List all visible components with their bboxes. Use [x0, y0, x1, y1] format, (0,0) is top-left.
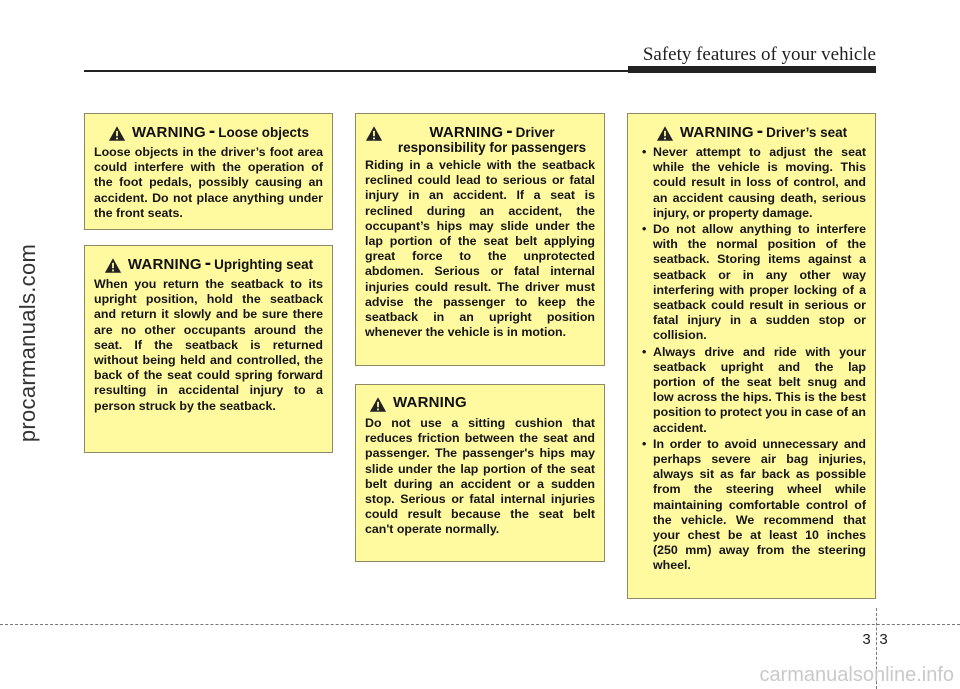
- warning-triangle-icon: [365, 125, 383, 142]
- warning-triangle-icon: [108, 125, 126, 142]
- warning-label: WARNING: [679, 124, 754, 141]
- section-title: Safety features of your vehicle: [642, 44, 876, 65]
- warning-box-drivers-seat: [627, 113, 876, 599]
- warning-triangle-icon: [656, 125, 674, 142]
- warning-subject: Loose objects: [218, 125, 309, 140]
- warning-box-uprighting-seat: [84, 245, 333, 453]
- warning-subject: Driver responsibility for passengers: [397, 125, 587, 155]
- chapter-number: 3: [862, 631, 871, 648]
- footer-rule: [0, 624, 960, 625]
- list-item: • Always drive and ride with your seatback upright and the lap portion of the seat belt snug and low across the hips. This is the best position to protect you in case of an accident.: [637, 345, 866, 436]
- warning-header: WARNING - Loose objects: [94, 124, 323, 142]
- warning-bullet-list: [637, 145, 866, 574]
- warning-triangle-icon: [369, 396, 387, 413]
- warning-body: When you return the seatback to its upright position, hold the seatback and return it slowly and be sure there are no other occupants around the seat. If the seatback is returned without being held and controlled, the back of the seat could spring forward resulting in accidental injury to a person struck by the seatback.: [94, 277, 323, 413]
- warning-header: WARNING - Driver responsibility for passengers: [365, 124, 595, 155]
- warning-body: Do not use a sitting cushion that reduces friction between the seat and passenger. The passenger's hips may slide under the lap portion of the seat belt during an accident or a sudden stop. Serious or fatal internal injuries could result because the seat belt can't operate normally.: [365, 416, 595, 537]
- warning-box-loose-objects: [84, 113, 333, 230]
- side-watermark: procarmanuals.com: [15, 243, 40, 443]
- page-number-value: 3: [879, 631, 888, 648]
- warning-label: WARNING: [393, 394, 467, 411]
- warning-body: Loose objects in the driver’s foot area could interfere with the operation of the foot pedals, possibly causing an accident. Do not place anything under the front seats.: [94, 145, 323, 220]
- list-item: • Do not allow anything to interfere with the normal position of the seatback. Storing items against a seatback or in any other way interfering with proper locking of a seatback could result in serious or fatal injury in a sudden stop or collision.: [637, 222, 866, 344]
- warning-label: WARNING: [127, 256, 202, 273]
- warning-subject: Uprighting seat: [214, 257, 314, 272]
- warning-triangle-icon: [104, 257, 122, 274]
- warning-box-sitting-cushion: [355, 384, 605, 562]
- warning-label: WARNING: [429, 124, 504, 141]
- warning-subject: Driver’s seat: [766, 125, 848, 140]
- warning-body: Riding in a vehicle with the seatback reclined could lead to serious or fatal injury in an accident. If a seat is reclined during an accident, the occupant’s hips may slide under the lap portion of the seat belt applying great force to the unprotected abdomen. Serious or fatal internal injuries could result. The driver must advise the passenger to keep the seatback in an upright position whenever the vehicle is in motion.: [365, 158, 595, 340]
- warning-header: WARNING - Uprighting seat: [94, 256, 323, 274]
- warning-header: WARNING - Driver’s seat: [637, 124, 866, 142]
- page-number: [858, 631, 892, 648]
- header-rule-accent: [628, 66, 876, 73]
- list-item: • In order to avoid unnecessary and perhaps severe air bag injuries, always sit as far back as possible from the steering wheel while maintaining comfortable control of the vehicle. We recommend that your chest be at least 10 inches (250 mm) away from the steering wheel.: [637, 437, 866, 574]
- warning-label: WARNING: [131, 124, 206, 141]
- bottom-watermark: carmanualsonline.info: [759, 664, 954, 686]
- warning-box-driver-responsibility: [355, 113, 605, 366]
- warning-header: [365, 395, 595, 413]
- list-item: • Never attempt to adjust the seat while the vehicle is moving. This could result in loss of control, and an accident causing death, serious injury, or property damage.: [637, 145, 866, 221]
